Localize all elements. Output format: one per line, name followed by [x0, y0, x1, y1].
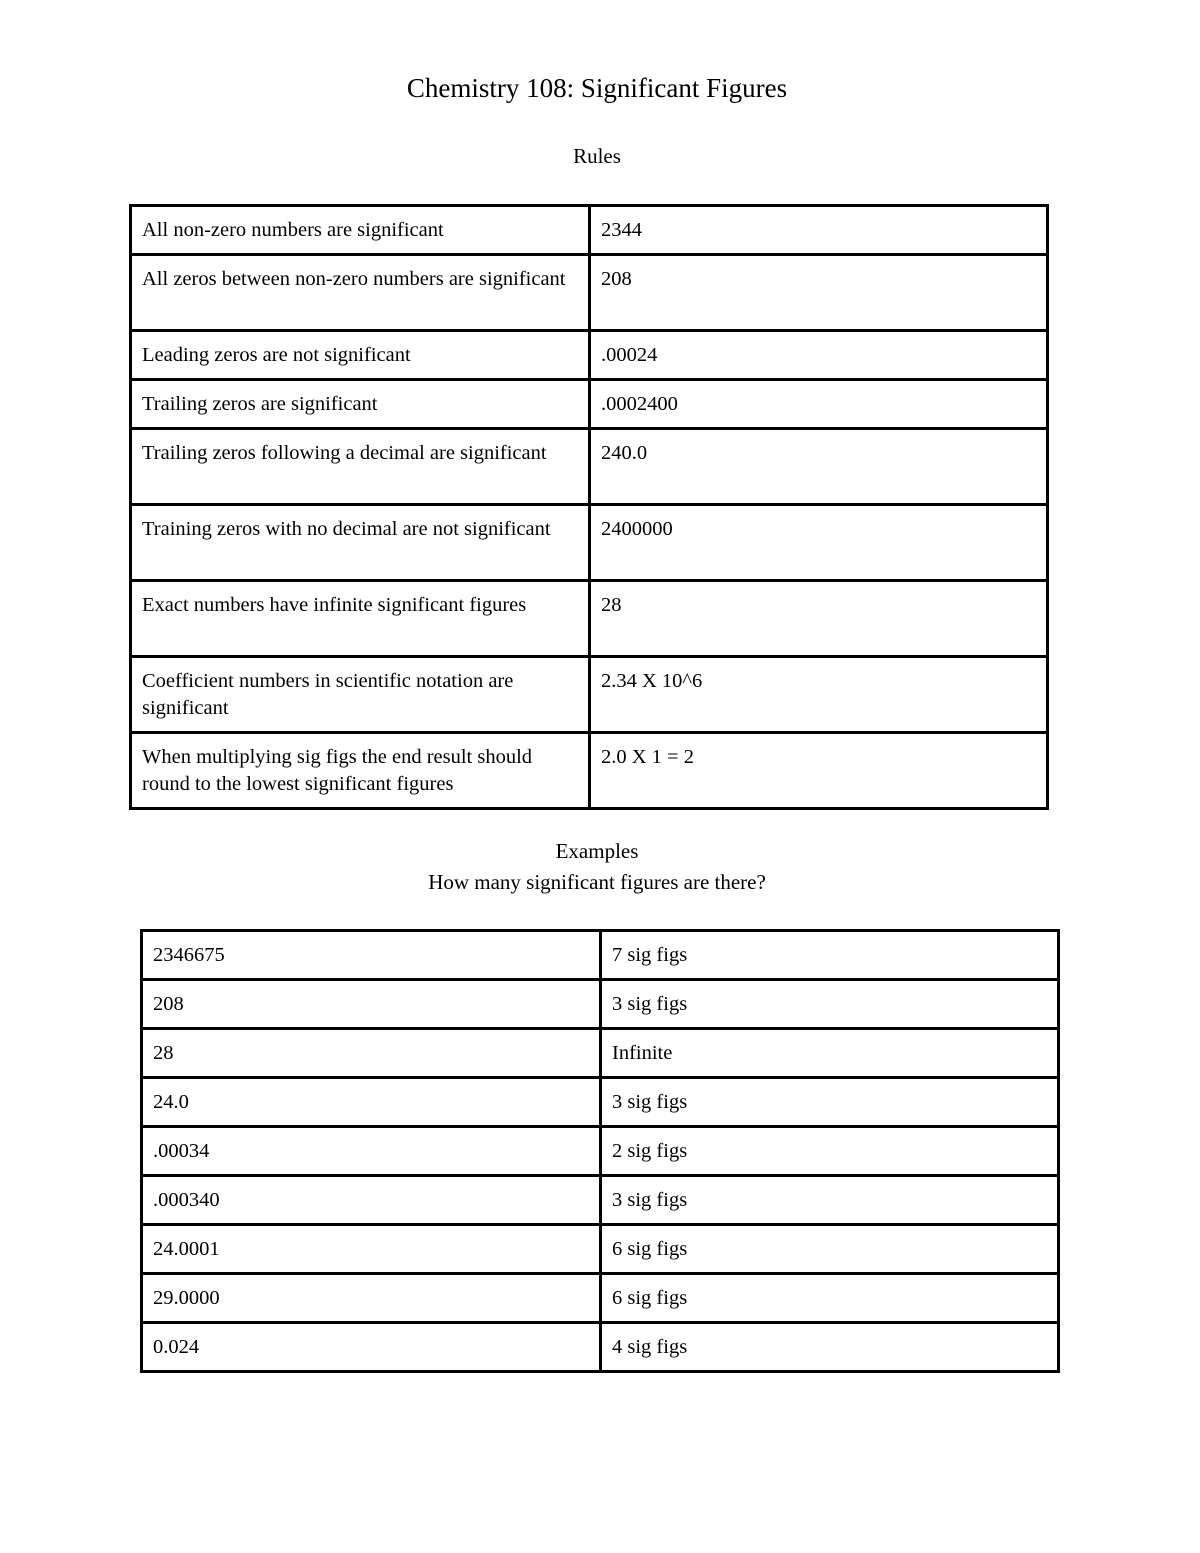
- table-row: [131, 331, 1048, 380]
- example-number-cell: 24.0001: [142, 1225, 601, 1274]
- example-number-cell: 2346675: [142, 931, 601, 980]
- rule-example-cell: 2.0 X 1 = 2: [590, 733, 1048, 809]
- rule-example-cell: .0002400: [590, 380, 1048, 429]
- example-number-cell: .00034: [142, 1127, 601, 1176]
- example-answer-cell: 3 sig figs: [601, 1078, 1059, 1127]
- example-number-cell: 208: [142, 980, 601, 1029]
- rule-cell: All zeros between non-zero numbers are significant: [131, 255, 590, 331]
- rule-cell: Trailing zeros following a decimal are significant: [131, 429, 590, 505]
- example-number-cell: .000340: [142, 1176, 601, 1225]
- table-row: [131, 657, 1048, 733]
- table-row: [142, 1029, 1059, 1078]
- table-row: [142, 1274, 1059, 1323]
- rule-cell: All non-zero numbers are significant: [131, 206, 590, 255]
- examples-subheading: How many significant figures are there?: [428, 870, 766, 894]
- rule-example-cell: 2400000: [590, 505, 1048, 581]
- table-row: [142, 1323, 1059, 1372]
- rule-example-cell: 208: [590, 255, 1048, 331]
- page-title: Chemistry 108: Significant Figures: [406, 73, 788, 103]
- rules-table: [129, 204, 1049, 810]
- example-number-cell: 0.024: [142, 1323, 601, 1372]
- example-answer-cell: 3 sig figs: [601, 980, 1059, 1029]
- table-row: [131, 733, 1048, 809]
- example-answer-cell: 6 sig figs: [601, 1274, 1059, 1323]
- example-number-cell: 24.0: [142, 1078, 601, 1127]
- examples-table: [140, 929, 1060, 1373]
- example-number-cell: 28: [142, 1029, 601, 1078]
- table-row: [142, 980, 1059, 1029]
- rule-cell: Leading zeros are not significant: [131, 331, 590, 380]
- table-row: [131, 255, 1048, 331]
- rule-example-cell: 240.0: [590, 429, 1048, 505]
- table-row: [131, 380, 1048, 429]
- rule-cell: Trailing zeros are significant: [131, 380, 590, 429]
- example-answer-cell: 7 sig figs: [601, 931, 1059, 980]
- rule-example-cell: 28: [590, 581, 1048, 657]
- example-answer-cell: 6 sig figs: [601, 1225, 1059, 1274]
- rule-cell: When multiplying sig figs the end result should round to the lowest significant figures: [131, 733, 590, 809]
- rule-cell: Exact numbers have infinite significant figures: [131, 581, 590, 657]
- rule-example-cell: 2.34 X 10^6: [590, 657, 1048, 733]
- table-row: [142, 931, 1059, 980]
- example-answer-cell: Infinite: [601, 1029, 1059, 1078]
- examples-heading: Examples: [555, 839, 639, 863]
- example-answer-cell: 4 sig figs: [601, 1323, 1059, 1372]
- table-row: [131, 505, 1048, 581]
- example-answer-cell: 3 sig figs: [601, 1176, 1059, 1225]
- rule-cell: Training zeros with no decimal are not significant: [131, 505, 590, 581]
- table-row: [131, 429, 1048, 505]
- example-number-cell: 29.0000: [142, 1274, 601, 1323]
- rules-heading: Rules: [573, 144, 621, 168]
- table-row: [142, 1127, 1059, 1176]
- example-answer-cell: 2 sig figs: [601, 1127, 1059, 1176]
- table-row: [131, 581, 1048, 657]
- table-row: [142, 1078, 1059, 1127]
- table-row: [142, 1176, 1059, 1225]
- rule-example-cell: .00024: [590, 331, 1048, 380]
- table-row: [142, 1225, 1059, 1274]
- rule-example-cell: 2344: [590, 206, 1048, 255]
- table-row: [131, 206, 1048, 255]
- rule-cell: Coefficient numbers in scientific notation are significant: [131, 657, 590, 733]
